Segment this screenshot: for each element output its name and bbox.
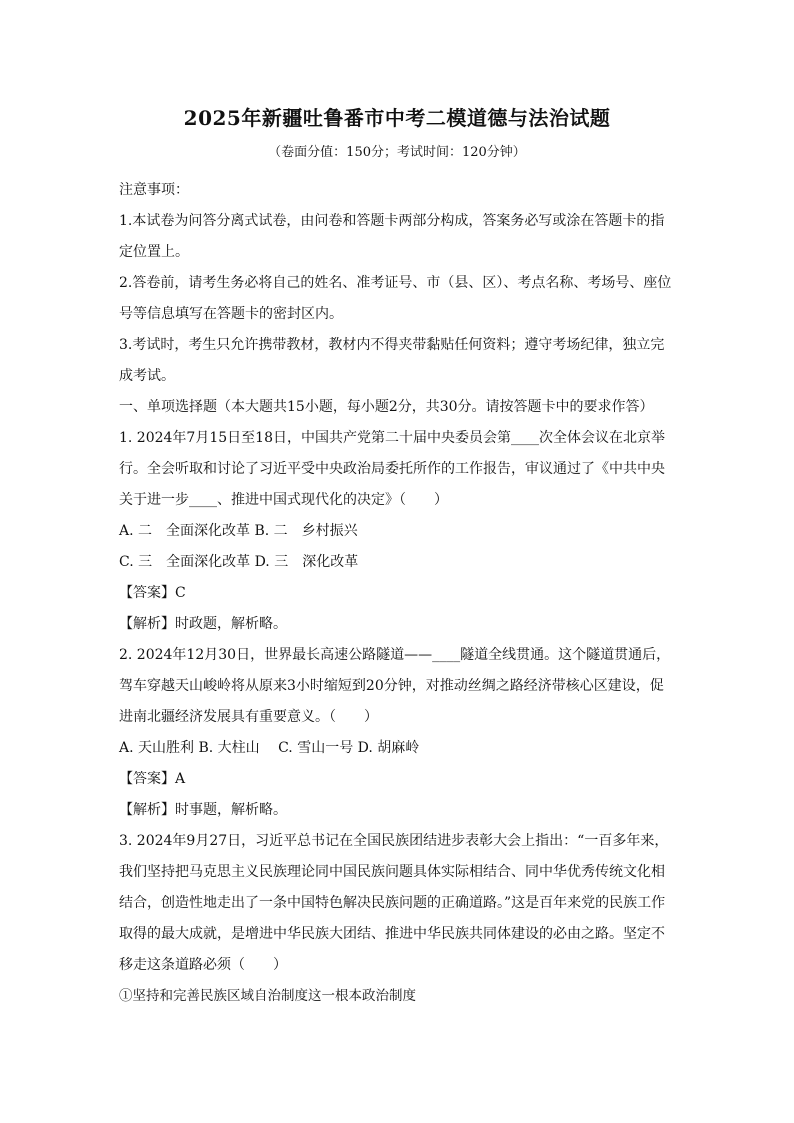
question-2-options: A. 天山胜利 B. 大柱山 C. 雪山一号 D. 胡麻岭 [119, 740, 420, 756]
question-3-option-1: ①坚持和完善民族区域自治制度这一根本政治制度 [119, 988, 416, 1004]
question-2-answer: 【答案】A [119, 771, 186, 787]
question-1-analysis: 【解析】时政题，解析略。 [119, 616, 287, 632]
exam-title: 2025年新疆吐鲁番市中考二模道德与法治试题 [183, 106, 611, 130]
document-body [119, 175, 677, 1012]
notice-item-1: 1.本试卷为问答分离式试卷，由问卷和答题卡两部分构成，答案务必写或涂在答题卡的指定位置上。 [119, 213, 665, 260]
question-3-stem: 3. 2024年9月27日，习近平总书记在全国民族团结进步表彰大会上指出：“一百多年来，我们坚持把马克思主义民族理论同中国民族问题具体实际相结合、同中华优秀传统文化相结合，创造性地走出了一条中国特色解决民族问题的正确道路。”这是百年来党的民族工作取得的最大成就，是增进中华民族大团结、推进中华民族共同体建设的必由之路。坚定不移走这条道路必须（ ） [119, 833, 669, 973]
question-1-answer: 【答案】C [119, 585, 186, 601]
question-1-stem: 1. 2024年7月15日至18日，中国共产党第二十届中央委员会第____次全体会议在北京举行。全会听取和讨论了习近平受中央政治局委托所作的工作报告，审议通过了《中共中央关于进一步____、推进中国式现代化的决定》（ ） [119, 430, 665, 508]
notice-item-2: 2.答卷前，请考生务必将自己的姓名、准考证号、市（县、区）、考点名称、考场号、座位号等信息填写在答题卡的密封区内。 [119, 275, 672, 322]
question-2-stem: 2. 2024年12月30日，世界最长高速公路隧道——____隧道全线贯通。这个隧道贯通后，驾车穿越天山峻岭将从原来3小时缩短到20分钟，对推动丝绸之路经济带核心区建设，促进南北疆经济发展具有重要意义。（ ） [119, 647, 671, 725]
question-2-analysis: 【解析】时事题，解析略。 [119, 802, 287, 818]
exam-subtitle: （卷面分值：150分；考试时间：120分钟） [268, 145, 526, 160]
question-1-options-line-1: A. 二 全面深化改革 B. 二 乡村振兴 [119, 523, 358, 539]
notice-item-3: 3.考试时，考生只允许携带教材，教材内不得夹带黏贴任何资料；遵守考场纪律，独立完成考试。 [119, 337, 665, 384]
notice-heading: 注意事项： [119, 182, 189, 198]
section-heading: 一、单项选择题（本大题共15小题，每小题2分，共30分。请按答题卡中的要求作答） [119, 399, 654, 415]
question-1-options-line-2: C. 三 全面深化改革 D. 三 深化改革 [119, 554, 359, 570]
